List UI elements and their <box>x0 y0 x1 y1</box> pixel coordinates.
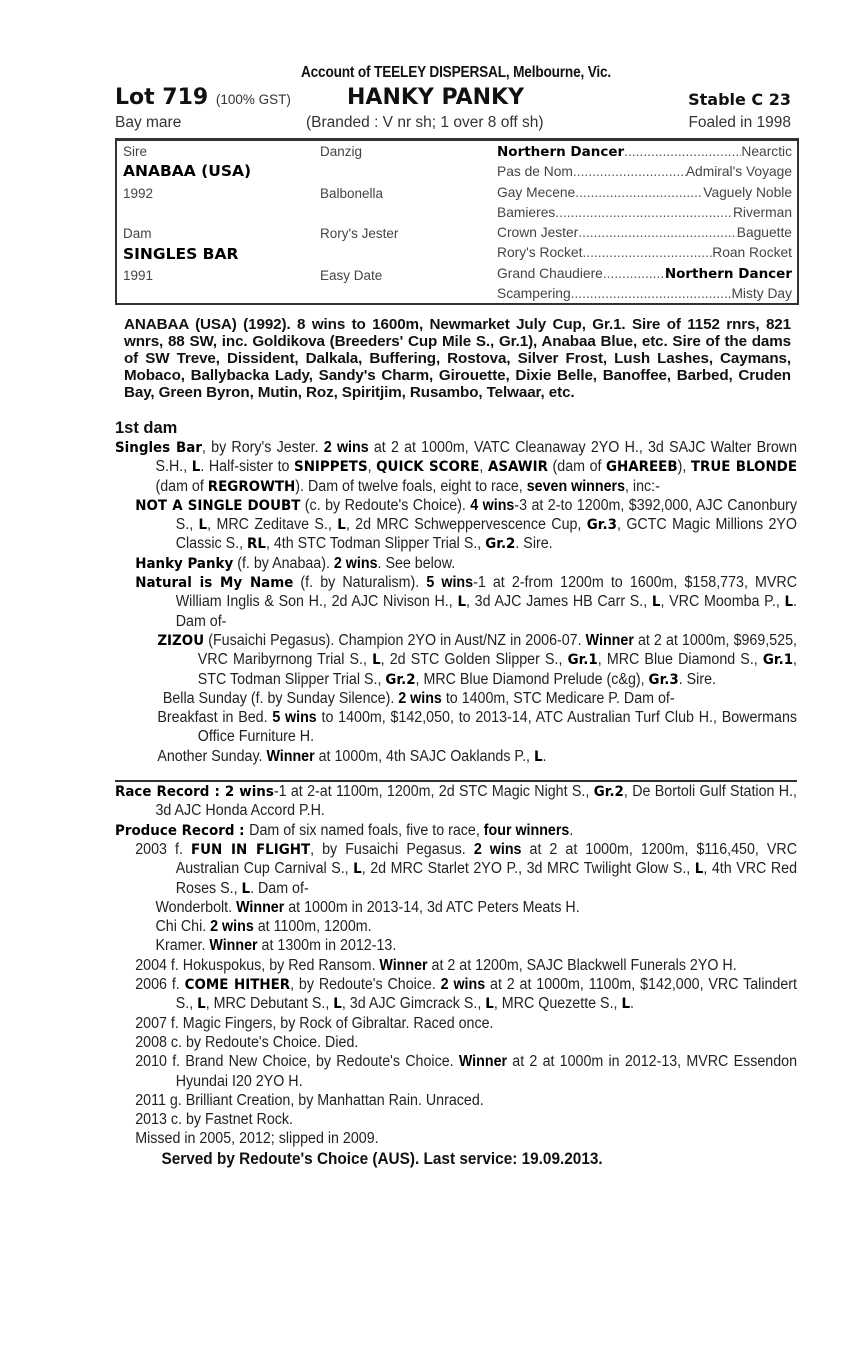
produce-record: Produce Record : Dam of six named foals, five to race, four winners. <box>115 821 574 839</box>
lot-number <box>115 84 291 113</box>
ancestor-row <box>497 223 792 243</box>
ancestor-left: Pas de Nom <box>497 164 573 180</box>
ancestor-row <box>497 243 792 263</box>
gst-note: (100% GST) <box>215 92 291 107</box>
lot-label: Lot 719 <box>115 85 209 110</box>
title-row <box>115 84 797 111</box>
ancestor-left: Grand Chaudiere <box>497 265 603 281</box>
ancestor-left: Gay Mecene <box>497 184 576 200</box>
sex-colour: Bay mare <box>115 114 182 131</box>
produce-come-hither: 2006 f. COME HITHER, by Redoute's Choice. 2 wins at 2 at 1000m, 1100m, $142,000, VRC Talindert S., L, MRC Debutant S., L, 3d AJC Gimcrack S., L, MRC Quezette S., L. <box>135 976 797 1013</box>
sub-header-row <box>115 111 797 135</box>
ancestor-row <box>497 183 792 203</box>
dam-year: 1991 <box>123 268 154 283</box>
ancestor-left: Northern Dancer <box>497 144 625 160</box>
pedigree-table <box>115 138 799 305</box>
produce-kramer: Kramer. Winner at 1300m in 2012-13. <box>155 937 397 955</box>
sire-name: ANABAA (USA) <box>123 162 252 180</box>
foaled-year: Foaled in 1998 <box>688 114 791 131</box>
ancestor-left: Crown Jester <box>497 225 579 241</box>
produce-brand-new-choice: 2010 f. Brand New Choice, by Redoute's Choice. Winner at 2 at 1000m in 2012-13, MVRC Essendon Hyundai I20 2YO H. <box>135 1053 798 1090</box>
dam-name: SINGLES BAR <box>123 245 239 263</box>
produce-2013-colt: 2013 c. by Fastnet Rock. <box>135 1111 293 1129</box>
produce-magic-fingers: 2007 f. Magic Fingers, by Rock of Gibraltar. Raced once. <box>135 1014 494 1032</box>
dam-dam: Easy Date <box>320 268 383 283</box>
ancestor-left: Bamieres <box>497 204 556 220</box>
first-dam-heading: 1st dam <box>115 419 178 437</box>
first-dam-section <box>115 438 797 766</box>
ancestor-right: Roan Rocket <box>712 245 792 261</box>
ancestor-right: Misty Day <box>731 286 792 302</box>
stable-number: Stable C 23 <box>688 90 791 109</box>
produce-hokuspokus: 2004 f. Hokuspokus, by Red Ransom. Winner at 2 at 1200m, SAJC Blackwell Funerals 2YO H. <box>135 956 737 974</box>
ancestor-right: Riverman <box>732 204 792 220</box>
progeny-not-a-single-doubt: NOT A SINGLE DOUBT (c. by Redoute's Choice). 4 wins-3 at 2-to 1200m, $392,000, AJC Canonbury S., L, MRC Zeditave S., L, 2d MRC Schweppervescence Cup, Gr.3, GCTC Magic Millions 2YO Classic S., RL, 4th STC Todman Slipper Trial S., Gr.2. Sire. <box>135 496 798 553</box>
race-record: Race Record : 2 wins-1 at 2-at 1100m, 1200m, 2d STC Magic Night S., Gr.2, De Bortoli Gulf Station H., 3d AJC Honda Accord P.H. <box>115 783 798 820</box>
dam-entry-singles-bar: Singles Bar, by Rory's Jester. 2 wins at 2 at 1000m, VATC Cleanaway 2YO H., 3d SAJC Walter Brown S.H., L. Half-sister to SNIPPETS, QUICK SCORE, ASAWIR (dam of GHAREEB), TRUE BLONDE (dam of REGROWTH). Dam of twelve foals, eight to race, seven winners, inc:- <box>115 439 798 495</box>
horse-name: HANKY PANKY <box>347 85 525 110</box>
ancestor-row <box>497 264 792 284</box>
produce-fun-in-flight: 2003 f. FUN IN FLIGHT, by Fusaichi Pegasus. 2 wins at 2 at 1000m, 1200m, $116,450, VRC Australian Cup Carnival S., L, 2d MRC Starlet 2YO P., 3d MRC Twilight Glow S., L, 4th VRC Red Roses S., L. Dam of- <box>135 840 798 897</box>
progeny-breakfast-in-bed: Breakfast in Bed. 5 wins to 1400m, $142,050, to 2013-14, ATC Australian Turf Club H., Bowermans Office Furniture H. <box>157 709 798 746</box>
ancestor-row <box>497 142 792 162</box>
ancestor-left: Rory's Rocket <box>497 245 583 261</box>
sire-year: 1992 <box>123 186 154 201</box>
service-note: Served by Redoute's Choice (AUS). Last service: 19.09.2013. <box>161 1149 603 1168</box>
progeny-bella-sunday: Bella Sunday (f. by Sunday Silence). 2 wins to 1400m, STC Medicare P. Dam of- <box>162 689 675 707</box>
brand-description: (Branded : V nr sh; 1 over 8 off sh) <box>306 114 544 131</box>
produce-wonderbolt: Wonderbolt. Winner at 1000m in 2013-14, 3d ATC Peters Meats H. <box>155 898 580 916</box>
produce-brilliant-creation: 2011 g. Brilliant Creation, by Manhattan Rain. Unraced. <box>135 1091 484 1109</box>
ancestor-right: Admiral's Voyage <box>685 164 792 180</box>
sire-dam: Balbonella <box>320 186 384 201</box>
sire-summary: ANABAA (USA) (1992). 8 wins to 1600m, Newmarket July Cup, Gr.1. Sire of 1152 rnrs, 821 wnrs, 88 SW, inc. Goldikova (Breeders' Cup Mile S., Gr.1), Anabaa Blue, etc. Sire of the dams of SW Treve, Dissident, Dalkala, Buffering, Rostova, Silver Frost, Lush Lashes, Caymans, Mobaco, Ballybacka Lady, Sandy's Charm, Girouette, Dixie Belle, Banoffee, Barbed, Cruden Bay, Green Byron, Mutin, Roz, Spiritjim, Rusambo, Telwaar, etc. <box>124 316 791 401</box>
vendor-account: Account of TEELEY DISPERSAL, Melbourne, Vic. <box>300 64 612 81</box>
dam-sire: Rory's Jester <box>320 226 399 241</box>
ancestor-right: Baguette <box>736 225 792 241</box>
records-section <box>115 782 797 1149</box>
progeny-another-sunday: Another Sunday. Winner at 1000m, 4th SAJC Oaklands P., L. <box>157 747 547 765</box>
ancestor-row <box>497 162 792 182</box>
ancestor-right: Nearctic <box>741 144 792 159</box>
ancestor-right: Northern Dancer <box>664 265 792 282</box>
ancestor-row <box>497 203 792 223</box>
produce-2008-colt: 2008 c. by Redoute's Choice. Died. <box>135 1033 359 1051</box>
ancestor-row <box>497 284 792 304</box>
ancestor-left: Scampering <box>497 286 571 302</box>
progeny-hanky-panky: Hanky Panky (f. by Anabaa). 2 wins. See below. <box>135 554 456 572</box>
produce-chi-chi: Chi Chi. 2 wins at 1100m, 1200m. <box>155 918 372 936</box>
sire-sire: Danzig <box>320 144 363 159</box>
dam-label: Dam <box>123 226 152 241</box>
ancestor-right: Vaguely Noble <box>703 184 792 200</box>
catalogue-page <box>115 62 797 1169</box>
produce-missed-note: Missed in 2005, 2012; slipped in 2009. <box>135 1130 379 1148</box>
progeny-natural-is-my-name: Natural is My Name (f. by Naturalism). 5 wins-1 at 2-from 1200m to 1600m, $158,773, MVRC William Inglis & Son H., 2d AJC Nivison H., L, 3d AJC James HB Carr S., L, VRC Moomba P., L. Dam of- <box>135 574 798 630</box>
progeny-zizou: ZIZOU (Fusaichi Pegasus). Champion 2YO in Aust/NZ in 2006-07. Winner at 2 at 1000m, $969,525, VRC Maribyrnong Trial S., L, 2d STC Golden Slipper S., Gr.1, MRC Blue Diamond S., Gr.1, STC Todman Slipper Trial S., Gr.2, MRC Blue Diamond Prelude (c&g), Gr.3. Sire. <box>157 631 798 688</box>
sire-label: Sire <box>123 144 148 159</box>
fourth-generation <box>497 142 792 304</box>
